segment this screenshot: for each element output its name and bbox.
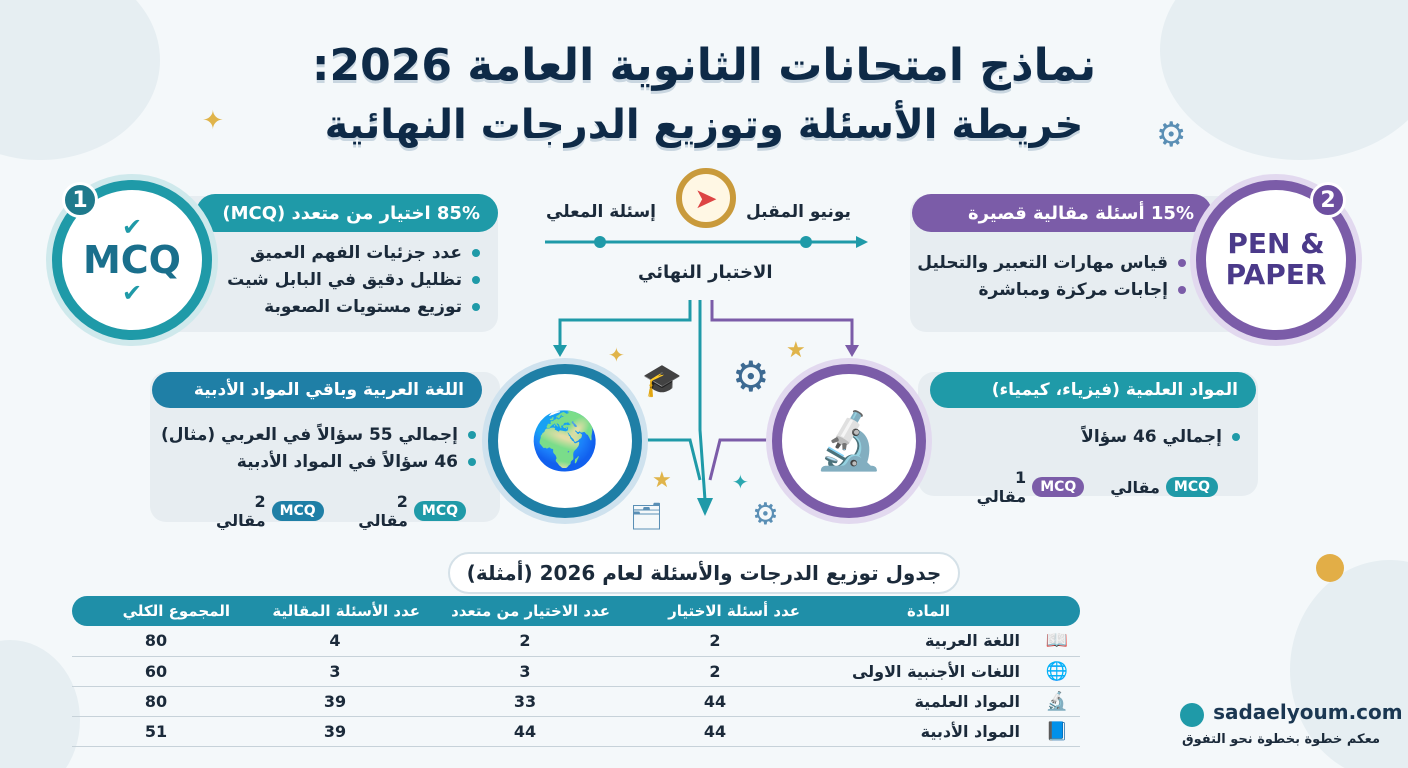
brand-logo-icon: [1180, 703, 1204, 727]
subject-cell: 📘 المواد الأدبية: [810, 716, 1080, 746]
mcq-tag: MCQ: [1032, 477, 1084, 497]
list-item: تظليل دقيق في البابل شيت: [230, 267, 480, 294]
table-row: [72, 686, 1080, 716]
table-cell: 39: [240, 716, 430, 746]
folder-icon: 🗂: [630, 502, 664, 532]
table-cell: 2: [620, 626, 810, 656]
microscope-icon: 🔬: [1045, 690, 1068, 712]
column-header: المجموع الكلي: [72, 596, 240, 626]
compass-icon: ➤: [676, 168, 736, 228]
arabic-header: اللغة العربية وباقي المواد الأدبية: [193, 380, 464, 400]
graduation-book-icon: 🎓: [642, 361, 682, 399]
science-item2: 1 مقالي: [976, 468, 1027, 506]
mcq-header-pill: [196, 194, 498, 232]
timeline-right-label: يونيو المقبل: [746, 202, 851, 222]
mcq-bullet-list: [227, 240, 480, 321]
subject-cell: 📖 اللغة العربية: [810, 626, 1080, 656]
star-icon: ★: [786, 338, 806, 363]
subject-cell: 🌐 اللغات الأجنبية الاولى: [810, 656, 1080, 686]
table-row: [72, 656, 1080, 686]
subject-cell: 🔬 المواد العلمية: [810, 686, 1080, 716]
science-header: المواد العلمية (فيزياء، كيمياء): [991, 380, 1238, 400]
table-cell: 44: [430, 716, 620, 746]
checkmark-icon: ✔: [121, 279, 143, 307]
arabic-bullet-list: [156, 422, 476, 476]
table-caption: جدول توزيع الدرجات والأسئلة لعام 2026 (أمثلة): [448, 552, 960, 594]
grades-table: [72, 596, 1080, 747]
page-title: نماذج امتحانات الثانوية العامة 2026:: [311, 40, 1097, 91]
step-number-badge: 1: [62, 182, 98, 218]
table-header-row: [72, 596, 1080, 626]
table-cell: 51: [72, 716, 240, 746]
paper-circle-label-line1: PEN &: [1227, 227, 1325, 261]
gear-icon: ⚙: [752, 497, 779, 532]
arabic-item1: 2 مقالي: [358, 492, 408, 530]
table-cell: 80: [72, 686, 240, 716]
table-row: [72, 716, 1080, 746]
mcq-tag: MCQ: [414, 501, 466, 521]
page-subtitle: خريطة الأسئلة وتوزيع الدرجات النهائية: [324, 102, 1084, 148]
science-mcq-row: [960, 468, 1218, 506]
mcq-circle-label: MCQ: [82, 238, 181, 282]
timeline-left-label: إسئلة المعلي: [546, 202, 656, 222]
table-cell: 44: [620, 716, 810, 746]
book-icon: 📖: [1045, 630, 1068, 651]
science-header-pill: [930, 372, 1256, 408]
brand-tagline: معكم خطوة بخطوة نحو التفوق: [1181, 732, 1380, 747]
mcq-tag: MCQ: [272, 501, 324, 521]
list-item: عدد جزئيات الفهم العميق: [230, 240, 480, 267]
gear-icon: ⚙: [732, 352, 770, 401]
gear-icon: ⚙: [1156, 115, 1187, 155]
arabic-header-pill: [152, 372, 482, 408]
column-header: عدد الأسئلة المقالية: [240, 596, 430, 626]
timeline-bottom-label: الاختبار النهائي: [638, 262, 773, 283]
star-icon: ★: [652, 468, 672, 493]
paper-header: 15% أسئلة مقالية قصيرة: [968, 202, 1194, 224]
column-header: عدد الاختيار من متعدد: [430, 596, 620, 626]
step-number-badge: 2: [1310, 182, 1346, 218]
microscope-circle: [772, 364, 926, 518]
mcq-tag: MCQ: [1166, 477, 1218, 497]
list-item: إجمالي 55 سؤالاً في العربي (مثال): [156, 422, 476, 449]
sparkle-icon: ✦: [202, 106, 224, 136]
microscope-icon: 🔬: [814, 409, 884, 474]
column-header: عدد أسئلة الاختيار: [620, 596, 810, 626]
list-item: إجابات مركزة ومباشرة: [930, 277, 1186, 304]
sparkle-icon: ✦: [608, 343, 625, 367]
brand-name[interactable]: sadaelyoum.com: [1213, 700, 1403, 724]
checkmark-icon: ✔: [121, 213, 143, 241]
science-bullet-list: [990, 424, 1240, 451]
table-cell: 80: [72, 626, 240, 656]
list-item: 46 سؤالاً في المواد الأدبية: [156, 449, 476, 476]
list-item: توزيع مستويات الصعوبة: [230, 294, 480, 321]
table-cell: 44: [620, 686, 810, 716]
sparkle-icon: ✦: [732, 470, 749, 494]
brand-block: [1180, 700, 1403, 747]
column-header: المادة: [810, 596, 1080, 626]
open-book-icon: 📘: [1045, 720, 1068, 742]
globe-book-circle: [488, 364, 642, 518]
arabic-mcq-row: [206, 492, 466, 530]
table-cell: 60: [72, 656, 240, 686]
table-cell: 33: [430, 686, 620, 716]
table-cell: 4: [240, 626, 430, 656]
paper-bullet-list: [917, 250, 1186, 304]
globe-icon: 🌐: [1045, 660, 1068, 682]
table-cell: 3: [240, 656, 430, 686]
globe-book-icon: 🌍: [530, 409, 600, 474]
arabic-item2: 2 مقالي: [215, 492, 266, 530]
table-cell: 39: [240, 686, 430, 716]
table-cell: 2: [620, 656, 810, 686]
table-cell: 3: [430, 656, 620, 686]
paper-circle-label-line2: PAPER: [1225, 258, 1327, 291]
science-item1: مقالي: [1110, 477, 1160, 497]
list-item: قياس مهارات التعبير والتحليل: [930, 250, 1186, 277]
paper-header-pill: [912, 194, 1212, 232]
table-row: [72, 626, 1080, 656]
table-cell: 2: [430, 626, 620, 656]
list-item: إجمالي 46 سؤالاً: [990, 424, 1240, 451]
mcq-header: 85% اختيار من متعدد (MCQ): [222, 202, 480, 224]
